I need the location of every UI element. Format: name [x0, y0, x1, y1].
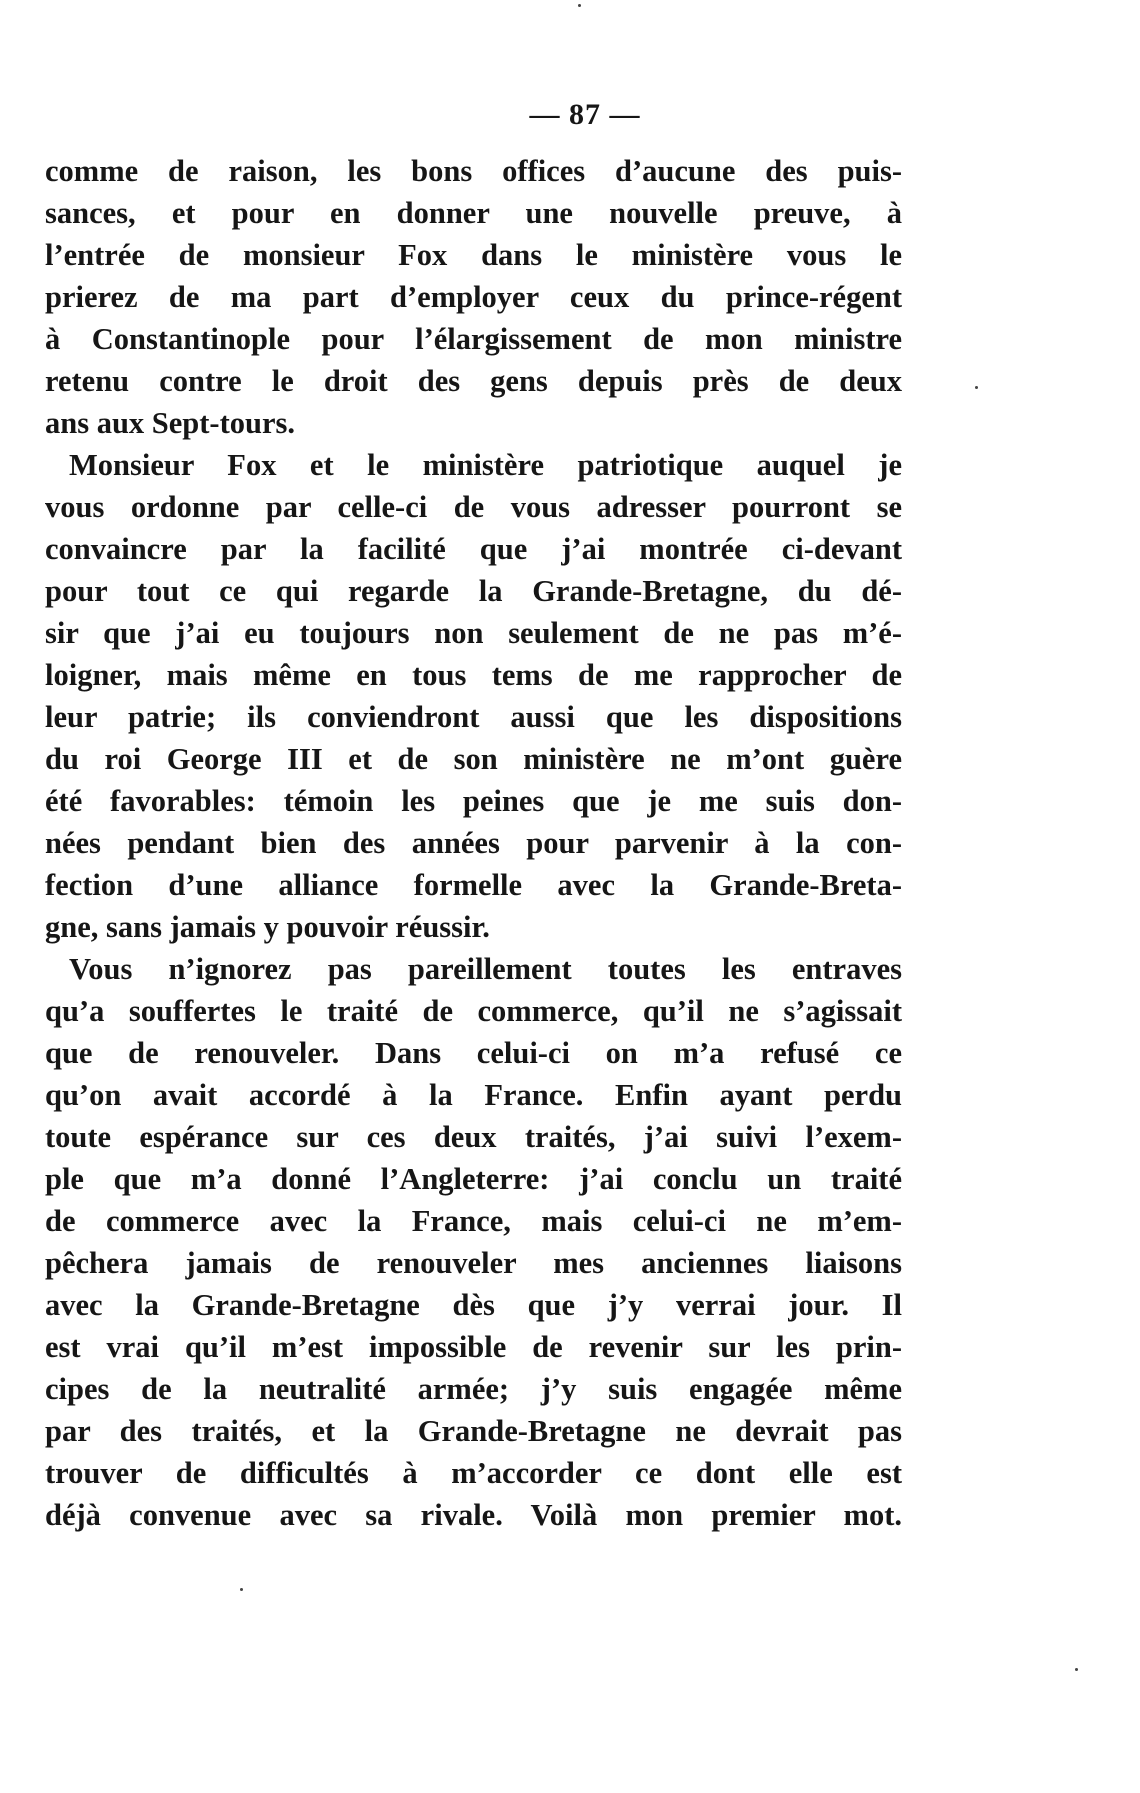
scan-speck — [578, 4, 581, 7]
text-line: loigner, mais même en tous tems de me rapprocher de — [45, 658, 902, 692]
text-line: pour tout ce qui regarde la Grande-Bretagne, du dé- — [45, 574, 902, 608]
text-line: qu’on avait accordé à la France. Enfin ayant perdu — [45, 1078, 902, 1112]
text-line: prierez de ma part d’employer ceux du prince-régent — [45, 280, 902, 314]
text-line: sir que j’ai eu toujours non seulement de ne pas m’é- — [45, 616, 902, 650]
text-line: retenu contre le droit des gens depuis près de deux — [45, 364, 902, 398]
text-line: gne, sans jamais y pouvoir réussir. — [45, 910, 490, 944]
text-line: cipes de la neutralité armée; j’y suis engagée même — [45, 1372, 902, 1406]
text-line: que de renouveler. Dans celui-ci on m’a refusé ce — [45, 1036, 902, 1070]
text-line: pêchera jamais de renouveler mes anciennes liaisons — [45, 1246, 902, 1280]
text-line: Monsieur Fox et le ministère patriotique auquel je — [69, 448, 902, 482]
text-line: comme de raison, les bons offices d’aucune des puis- — [45, 154, 902, 188]
text-line: trouver de difficultés à m’accorder ce dont elle est — [45, 1456, 902, 1490]
text-line: déjà convenue avec sa rivale. Voilà mon premier mot. — [45, 1498, 902, 1532]
body-text — [45, 150, 902, 1536]
text-line: à Constantinople pour l’élargissement de mon ministre — [45, 322, 902, 356]
text-line: par des traités, et la Grande-Bretagne ne devrait pas — [45, 1414, 902, 1448]
text-line: convaincre par la facilité que j’ai montrée ci-devant — [45, 532, 902, 566]
text-line: été favorables: témoin les peines que je me suis don- — [45, 784, 902, 818]
text-line: leur patrie; ils conviendront aussi que les dispositions — [45, 700, 902, 734]
text-line: ans aux Sept-tours. — [45, 406, 295, 440]
page-number: — 87 — — [529, 98, 641, 131]
text-line: l’entrée de monsieur Fox dans le ministère vous le — [45, 238, 902, 272]
text-line: ple que m’a donné l’Angleterre: j’ai conclu un traité — [45, 1162, 902, 1196]
text-line: de commerce avec la France, mais celui-ci ne m’em- — [45, 1204, 902, 1238]
text-line: sances, et pour en donner une nouvelle preuve, à — [45, 196, 902, 230]
scan-speck — [975, 386, 978, 389]
scan-speck — [1075, 1668, 1078, 1671]
text-line: fection d’une alliance formelle avec la Grande-Breta- — [45, 868, 902, 902]
text-line: du roi George III et de son ministère ne m’ont guère — [45, 742, 902, 776]
text-line: avec la Grande-Bretagne dès que j’y verrai jour. Il — [45, 1288, 902, 1322]
text-line: Vous n’ignorez pas pareillement toutes les entraves — [69, 952, 902, 986]
text-line: est vrai qu’il m’est impossible de revenir sur les prin- — [45, 1330, 902, 1364]
scan-speck — [240, 1588, 243, 1591]
text-line: qu’a souffertes le traité de commerce, qu’il ne s’agissait — [45, 994, 902, 1028]
text-line: vous ordonne par celle-ci de vous adresser pourront se — [45, 490, 902, 524]
text-line: nées pendant bien des années pour parvenir à la con- — [45, 826, 902, 860]
text-line: toute espérance sur ces deux traités, j’ai suivi l’exem- — [45, 1120, 902, 1154]
